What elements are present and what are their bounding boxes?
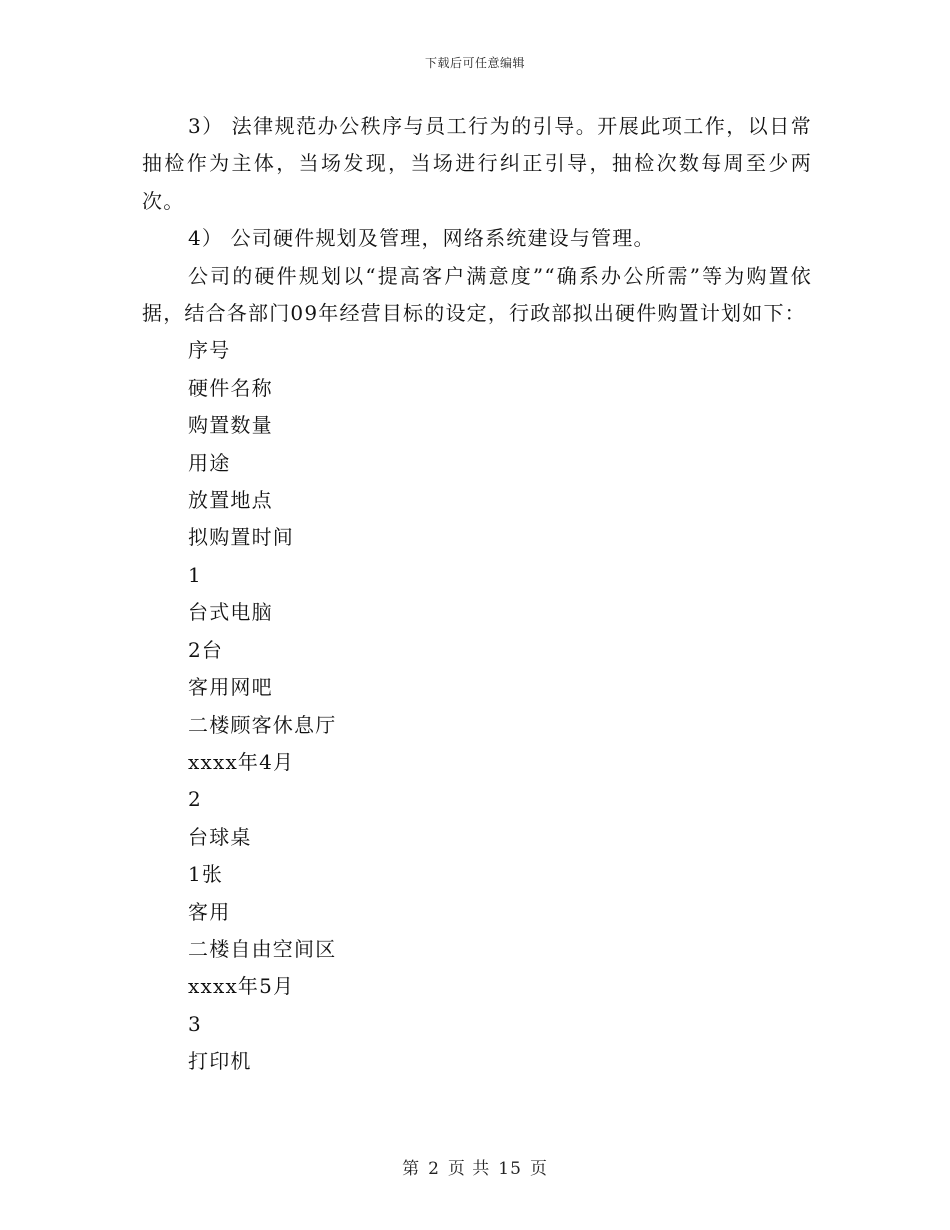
table-cell-time: xxxx年5月 [188,974,295,999]
table-header-cell: 购置数量 [188,413,273,438]
table-cell-index: 2 [188,787,202,812]
table-cell-index: 1 [188,562,202,587]
table-header-cell: 序号 [188,338,231,363]
footer-page-number: 2 [428,1159,440,1179]
page-footer [0,1154,950,1179]
table-cell-index: 3 [188,1011,202,1036]
table-cell-quantity: 1张 [188,862,224,887]
table-cell-usage: 客用网吧 [188,675,273,700]
table-cell-name: 打印机 [188,1049,252,1074]
paragraph-3: 3） 法律规范办公秩序与员工行为的引导。开展此项工作，以日常抽检作为主体，当场发现，当场进行纠正引导，抽检次数每周至少两次。 [142,114,812,213]
footer-prefix: 第 [402,1159,421,1179]
table-header-cell: 硬件名称 [188,375,273,400]
document-body [142,108,812,1081]
table-header-cell: 放置地点 [188,488,273,513]
table-header-cell: 用途 [188,450,231,475]
table-cell-name: 台球桌 [188,824,252,849]
paragraph-4: 4） 公司硬件规划及管理，网络系统建设与管理。 [188,226,655,251]
table-cell-usage: 客用 [188,899,231,924]
footer-middle: 页 共 [447,1159,491,1179]
page-header: 下载后可任意编辑 [424,56,525,70]
table-header-cell: 拟购置时间 [188,525,294,550]
footer-total-pages: 15 [498,1159,522,1179]
purchase-table-flattened [142,332,812,1080]
table-cell-quantity: 2台 [188,637,224,662]
paragraph-hardware-plan: 公司的硬件规划以“提高客户满意度”“确系办公所需”等为购置依据，结合各部门09年经营目标的设定，行政部拟出硬件购置计划如下： [142,263,812,326]
table-cell-time: xxxx年4月 [188,749,295,774]
table-cell-name: 台式电脑 [188,600,273,625]
footer-suffix: 页 [529,1159,548,1179]
table-cell-location: 二楼顾客休息厅 [188,712,337,737]
table-cell-location: 二楼自由空间区 [188,936,337,961]
